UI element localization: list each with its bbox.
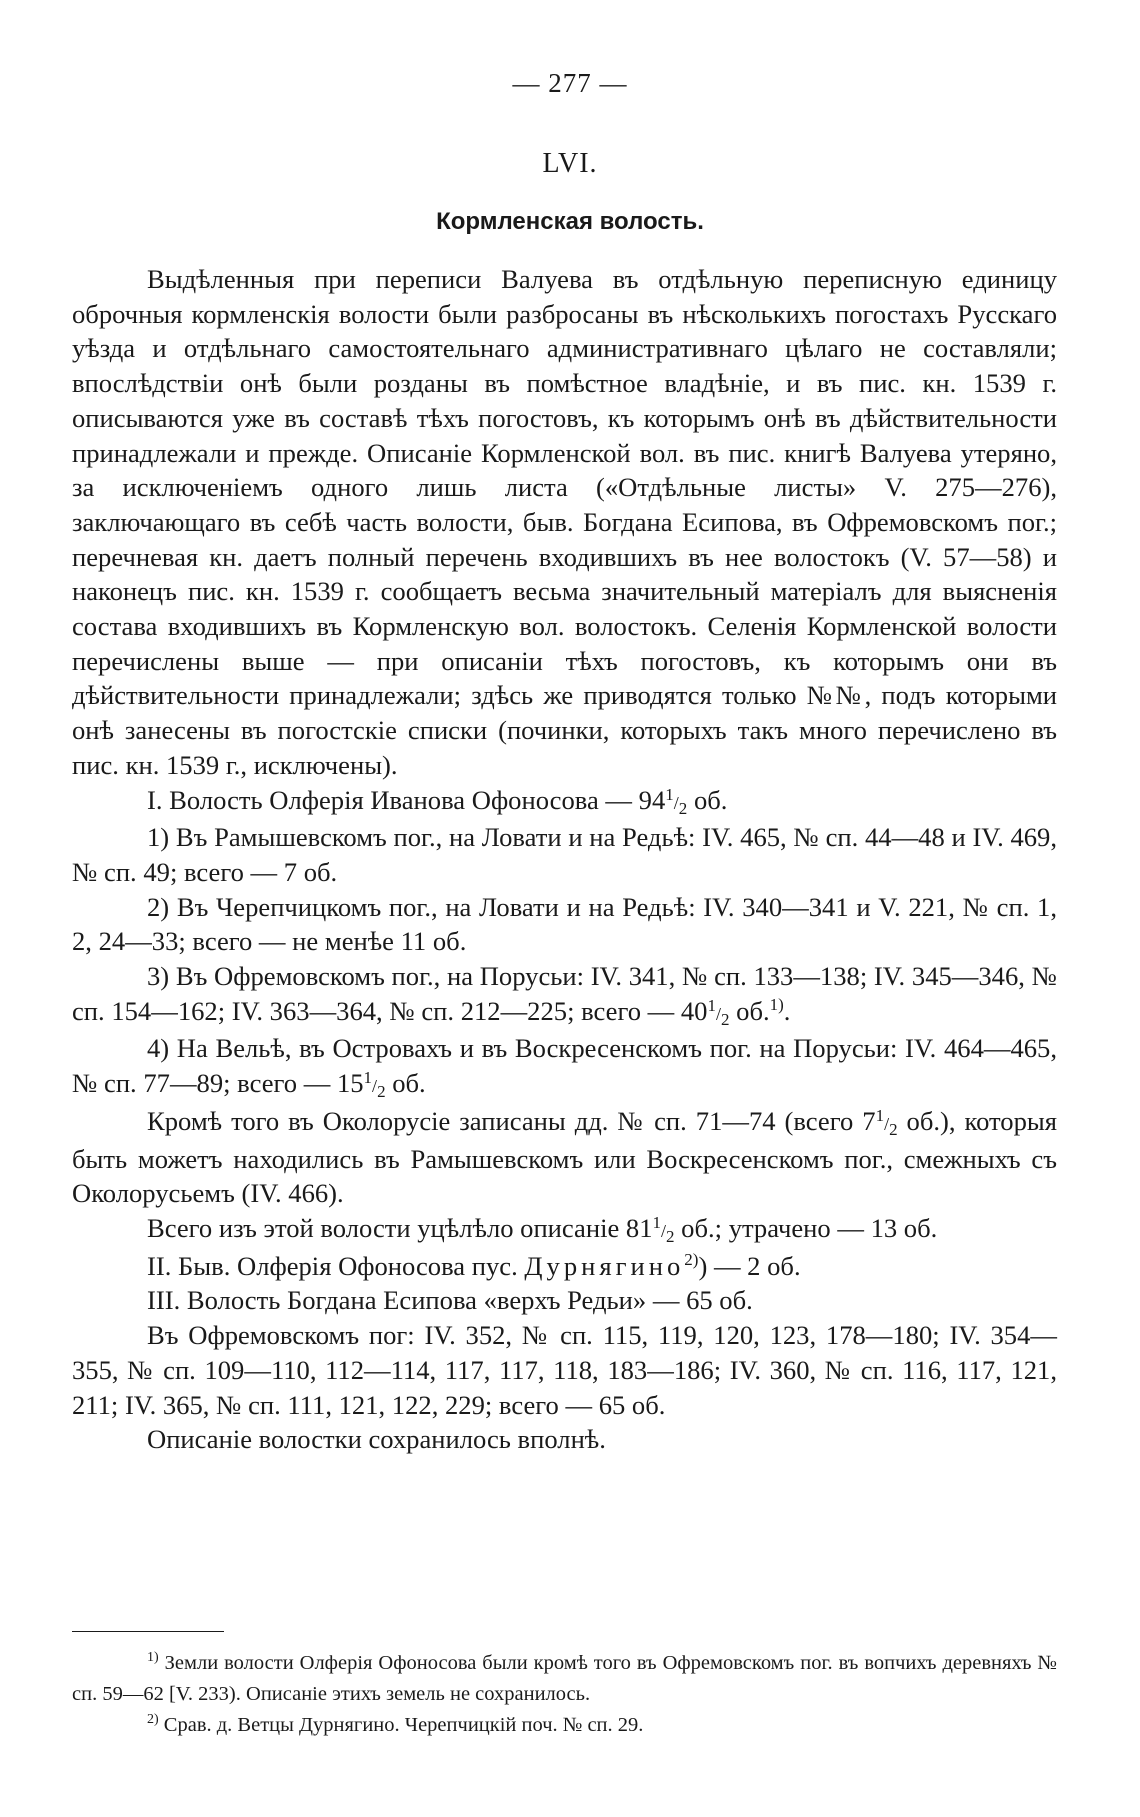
volost-3-heading: III. Волость Богдана Есипова «верхъ Редьи» — 65 об. (147, 1285, 753, 1316)
intro-paragraph: Выдѣленныя при переписи Валуева въ отдѣльную переписную единицу оброчныя кормленскія волости были разбросаны въ нѣсколькихъ погостахъ Русскаго уѣзда и отдѣльнаго самостоятельнаго административнаго цѣлаго не составляли; впослѣдствіи онѣ были розданы въ помѣстное владѣніе, и въ пис. кн. 1539 г. описываются уже въ составѣ тѣхъ погостовъ, къ которымъ онѣ въ дѣйствительности принадлежали и прежде. Описаніе Кормленской вол. въ пис. книгѣ Валуева утеряно, за исключеніемъ одного лишь листа («Отдѣльные листы» V. 275—276), заключающаго въ себѣ часть волости, быв. Богдана Есипова, въ Офремовскомъ пог.; перечневая кн. даетъ полный перечень входившихъ въ нее волостокъ (V. 57—58) и наконецъ пис. кн. 1539 г. сообщаетъ весьма значительный матеріалъ для выясненія состава входившихъ въ Кормленскую вол. волостокъ. Селенія Кормленской волости перечислены выше — при описаніи тѣхъ погостовъ, къ которымъ они въ дѣйствительности принадлежали; здѣсь же приводятся только №№, подъ которыми онѣ занесены въ погостскіе списки (починки, которыхъ такъ много перечислено въ пис. кн. 1539 г., исключены). (72, 264, 1057, 780)
list-item-2: 2) Въ Черепчицкомъ пог., на Ловати и на Редьѣ: IV. 340—341 и V. 221, № сп. 1, 2, 24—33; всего — не менѣе 11 об. (72, 891, 1057, 957)
fraction: $^1/_2$ (665, 784, 688, 818)
volost-1-heading: I. Волость Олферія Иванова Офоносова — $94^1/_2$ об. (147, 784, 728, 818)
besides-paragraph: Кромѣ того въ Околорусіе записаны дд. № сп. 71—74 (всего $7^1/_2$ об.), которыя быть можетъ находились въ Рамышевскомъ или Воскресенскомъ пог., смежныхъ съ Околорусьемъ (IV. 466). (72, 1105, 1058, 1209)
footnote-2 (72, 1710, 1057, 1741)
list-item-1: 1) Въ Рамышевскомъ пог., на Ловати и на Редьѣ: IV. 465, № сп. 44—48 и IV. 469, № сп. 49; всего — 7 об. (72, 822, 1057, 887)
ofremovo-paragraph: Въ Офремовскомъ пог: IV. 352, № сп. 115, 119, 120, 123, 178—180; IV. 354—355, № сп. 109—110, 112—114, 117, 117, 118, 183—186; IV. 360, № сп. 116, 117, 121, 211; IV. 365, № сп. 111, 121, 122, 229; всего — 65 об. (72, 1320, 1057, 1420)
fraction: $^1/_2$ (707, 995, 730, 1029)
total-paragraph: Всего изъ этой волости уцѣлѣло описаніе $81^1/_2$ об.; утрачено — 13 об. (147, 1212, 938, 1246)
section-number: LVI. (542, 148, 598, 179)
volost-2-heading: II. Быв. Олферія Офоносова пус. Дурнягино$^{2)}$) — 2 об. (147, 1249, 801, 1281)
fraction: $^1/_2$ (652, 1212, 675, 1246)
list-item-3: 3) Въ Офремовскомъ пог., на Порусьи: IV. 341, № сп. 133—138; IV. 345—346, № сп. 154—162; IV. 363—364, № сп. 212—225; всего — $40^1/_2$ об.$^{1)}$. (72, 961, 1057, 1029)
footnote-divider (72, 1631, 224, 1632)
footnote-text: Земли волости Олферія Офоносова были кромѣ того въ Офремовскомъ пог. въ вопчихъ деревняхъ № сп. 59—62 [V. 233). Описаніе этихъ земель не сохранилось. (72, 1652, 1057, 1705)
list-item-4: 4) На Вельѣ, въ Островахъ и въ Воскресенскомъ пог. на Порусьи: IV. 464—465, № сп. 77—89; всего — $15^1/_2$ об. (72, 1033, 1057, 1102)
section-title: Кормленская волость. (436, 208, 704, 235)
footnote-mark: 1) (147, 1650, 159, 1665)
volost-1-text: I. Волость Олферія Иванова Офоносова — 94 (147, 784, 666, 815)
page-number: — 277 — (512, 68, 628, 98)
fraction: $^1/_2$ (875, 1105, 898, 1139)
footnote-ref-2[interactable]: 2) (684, 1249, 699, 1269)
footnote-1 (72, 1648, 1057, 1710)
fraction: $^1/_2$ (363, 1068, 386, 1102)
footnote-ref-1[interactable]: 1) (769, 994, 784, 1014)
village-name: Дурнягино (524, 1250, 685, 1281)
footnote-mark: 2) (147, 1712, 159, 1727)
closing-paragraph: Описаніе волостки сохранилось вполнѣ. (147, 1424, 606, 1455)
footnote-text: Срав. д. Ветцы Дурнягино. Черепчицкій поч. № сп. 29. (158, 1714, 644, 1736)
body-text (72, 262, 1057, 1457)
footnotes (72, 1648, 1057, 1741)
